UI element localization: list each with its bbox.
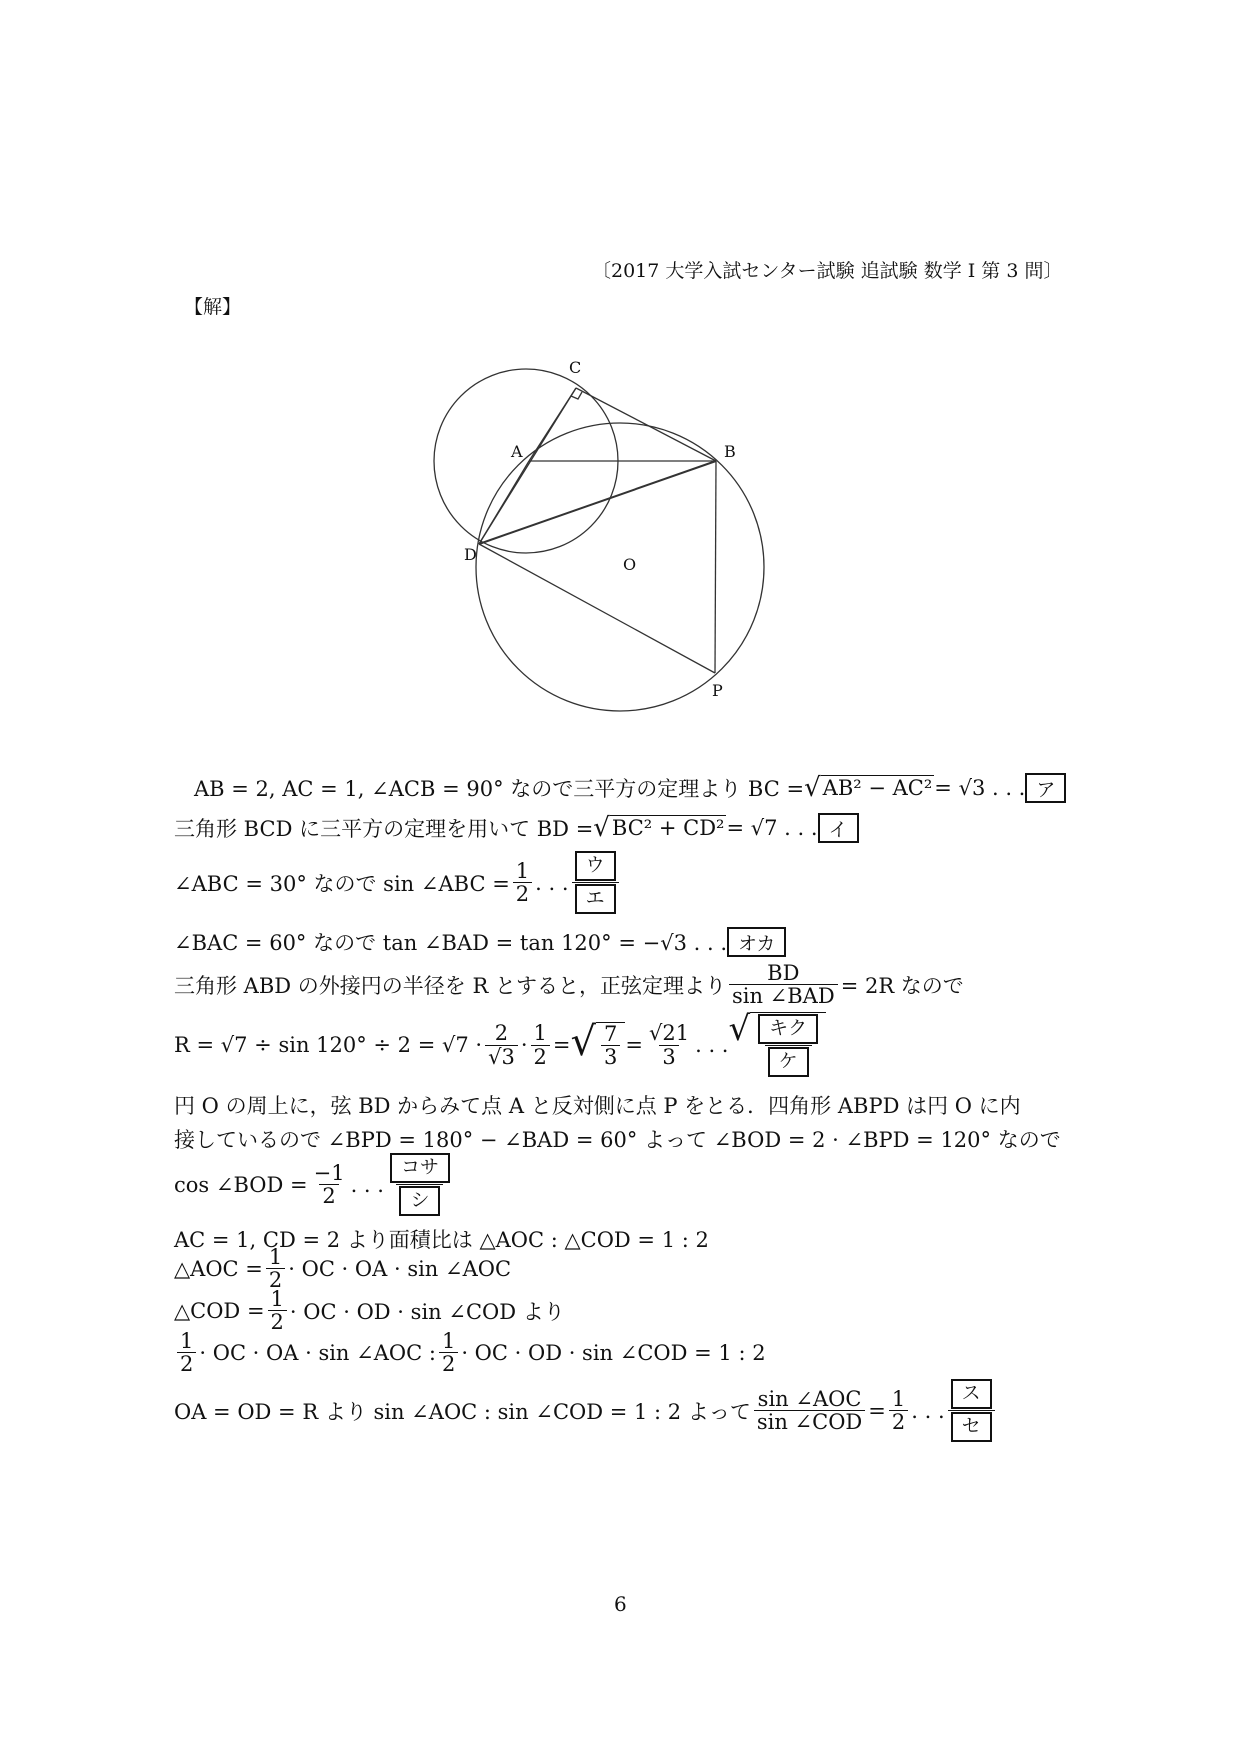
numerator: √21 (648, 1021, 690, 1046)
answer-radical: √ $\frac{\text{キク}}{\text{ケ}}$ (728, 1012, 826, 1078)
line-2-text: 三角形 BCD に三平方の定理を用いて BD = (174, 817, 594, 841)
answer-box-ke: ケ (768, 1047, 809, 1077)
answer-fraction-kosa-shi (387, 1152, 453, 1217)
ellipsis: . . . (695, 1033, 729, 1057)
sqrt-ab2-ac2: √ AB² − AC² (804, 773, 933, 803)
fraction (646, 1022, 692, 1067)
line-1-result: = √3 . . . (934, 776, 1026, 800)
answer-box-a: ア (1025, 773, 1066, 803)
line-13-text: · OC · OA · sin ∠AOC : (199, 1340, 436, 1365)
source-header: 〔2017 大学入試センター試験 追試験 数学 I 第 3 問〕 (592, 260, 1063, 282)
line-12 (174, 1288, 565, 1333)
denominator: 3 (601, 1045, 620, 1068)
numerator: 1 (533, 1021, 547, 1046)
fraction (513, 860, 532, 905)
fraction (311, 1162, 348, 1207)
numerator: 1 (180, 1329, 194, 1353)
denominator: 2 (268, 1310, 287, 1333)
operator: = (868, 1398, 886, 1423)
radicand: AB² − AC² (822, 776, 933, 800)
line-11-text: △AOC = (174, 1256, 263, 1281)
numerator: 1 (515, 858, 530, 883)
denominator: 2 (177, 1352, 196, 1375)
label-b: B (724, 442, 736, 461)
answer-box-i: イ (818, 813, 859, 843)
numerator: BD (767, 961, 800, 985)
ellipsis: . . . (350, 1172, 384, 1197)
denominator: 2 (439, 1352, 458, 1375)
line-1 (194, 772, 1066, 804)
line-5-text: 三角形 ABD の外接円の半径を R とすると，正弦定理より (174, 973, 726, 998)
answer-fraction-su-se (948, 1378, 995, 1443)
fraction (531, 1022, 550, 1067)
line-13-end: · OC · OD · sin ∠COD = 1 : 2 (461, 1340, 766, 1365)
answer-box-kiku: キク (758, 1014, 818, 1044)
label-a: A (511, 442, 523, 461)
line-9 (174, 1152, 456, 1217)
denominator: 2 (319, 1184, 338, 1207)
answer-fraction-kiku-ke (755, 1013, 821, 1078)
line-5-end: = 2R なので (840, 973, 964, 998)
line-11-end: · OC · OA · sin ∠AOC (288, 1256, 512, 1281)
line-7-text: 円 O の周上に，弦 BD からみて点 A と反対側に点 P をとる．四角形 ABPD は円 O に内 (174, 1094, 1021, 1118)
line-12-end: · OC · OD · sin ∠COD より (289, 1299, 565, 1324)
fraction (889, 1388, 908, 1433)
line-4 (174, 926, 786, 958)
solution-label: 【解】 (184, 296, 242, 318)
radicand: BC² + CD² (611, 816, 725, 840)
line-9-text: cos ∠BOD = (174, 1172, 308, 1197)
fraction (485, 1022, 518, 1067)
sqrt-bc2-cd2: √ BC² + CD² (593, 813, 725, 843)
line-14-text: OA = OD = R より sin ∠AOC : sin ∠COD = 1 : 2 よって (174, 1399, 751, 1424)
numerator: 1 (441, 1329, 456, 1353)
solution-body (174, 0, 1074, 1500)
operator: · (520, 1033, 528, 1057)
label-d: D (464, 545, 477, 564)
fraction (268, 1288, 287, 1333)
numerator: 1 (891, 1386, 906, 1411)
operator: = (552, 1033, 571, 1057)
line-1-text: AB = 2, AC = 1, ∠ACB = 90° なので三平方の定理より BC = (194, 777, 805, 801)
denominator: sin ∠COD (754, 1410, 865, 1433)
answer-box-u: ウ (575, 851, 616, 881)
denominator: 2 (513, 882, 532, 905)
line-8 (174, 1124, 1061, 1154)
answer-box-shi: シ (399, 1186, 440, 1216)
label-p: P (712, 681, 723, 700)
sqrt-seven-thirds: √ $\frac{7}{3}$ (571, 1022, 626, 1068)
denominator: sin ∠BAD (729, 984, 838, 1007)
denominator: √3 (485, 1045, 518, 1068)
answer-fraction-u-e (572, 850, 619, 915)
denominator: 2 (531, 1045, 550, 1068)
ellipsis: . . . (911, 1398, 945, 1423)
line-12-text: △COD = (174, 1298, 265, 1323)
line-14 (174, 1378, 998, 1443)
numerator: 7 (604, 1021, 618, 1046)
fraction (439, 1330, 458, 1375)
numerator: 1 (268, 1245, 283, 1269)
denominator: 2 (266, 1268, 285, 1291)
fraction (729, 962, 838, 1007)
answer-box-oka: オカ (727, 927, 786, 957)
numerator: 2 (494, 1021, 509, 1046)
fraction (177, 1330, 196, 1375)
ellipsis: . . . (535, 870, 569, 895)
line-2 (174, 812, 859, 844)
line-6-text: R = √7 ÷ sin 120° ÷ 2 = √7 · (174, 1033, 483, 1057)
operator: = (625, 1033, 643, 1057)
numerator: 1 (270, 1287, 284, 1311)
numerator: −1 (313, 1160, 345, 1185)
line-11 (174, 1246, 511, 1291)
line-3 (174, 850, 622, 915)
line-7 (174, 1090, 1021, 1120)
line-6 (174, 1009, 826, 1078)
line-5 (174, 962, 964, 1007)
answer-box-se: セ (951, 1412, 992, 1442)
fraction (754, 1388, 865, 1433)
line-8-text: 接しているので ∠BPD = 180° − ∠BAD = 60° よって ∠BOD = 2 · ∠BPD = 120° なので (174, 1128, 1061, 1152)
fraction (601, 1023, 620, 1068)
label-c: C (569, 358, 582, 377)
line-10-text: AC = 1, CD = 2 より面積比は △AOC : △COD = 1 : 2 (174, 1228, 709, 1252)
line-4-text: ∠BAC = 60° なので tan ∠BAD = tan 120° = −√3 . . . (174, 931, 727, 955)
numerator: sin ∠AOC (757, 1386, 862, 1411)
line-13 (174, 1330, 766, 1375)
denominator: 2 (889, 1410, 908, 1433)
denominator: 3 (659, 1045, 678, 1068)
answer-box-kosa: コサ (390, 1153, 450, 1183)
answer-box-su: ス (951, 1379, 992, 1409)
fraction (266, 1246, 285, 1291)
line-3-text: ∠ABC = 30° なので sin ∠ABC = (174, 871, 510, 896)
line-2-result: = √7 . . . (726, 816, 818, 840)
page-number: 6 (614, 1592, 627, 1616)
label-o: O (623, 555, 637, 574)
answer-box-e: エ (575, 884, 616, 914)
